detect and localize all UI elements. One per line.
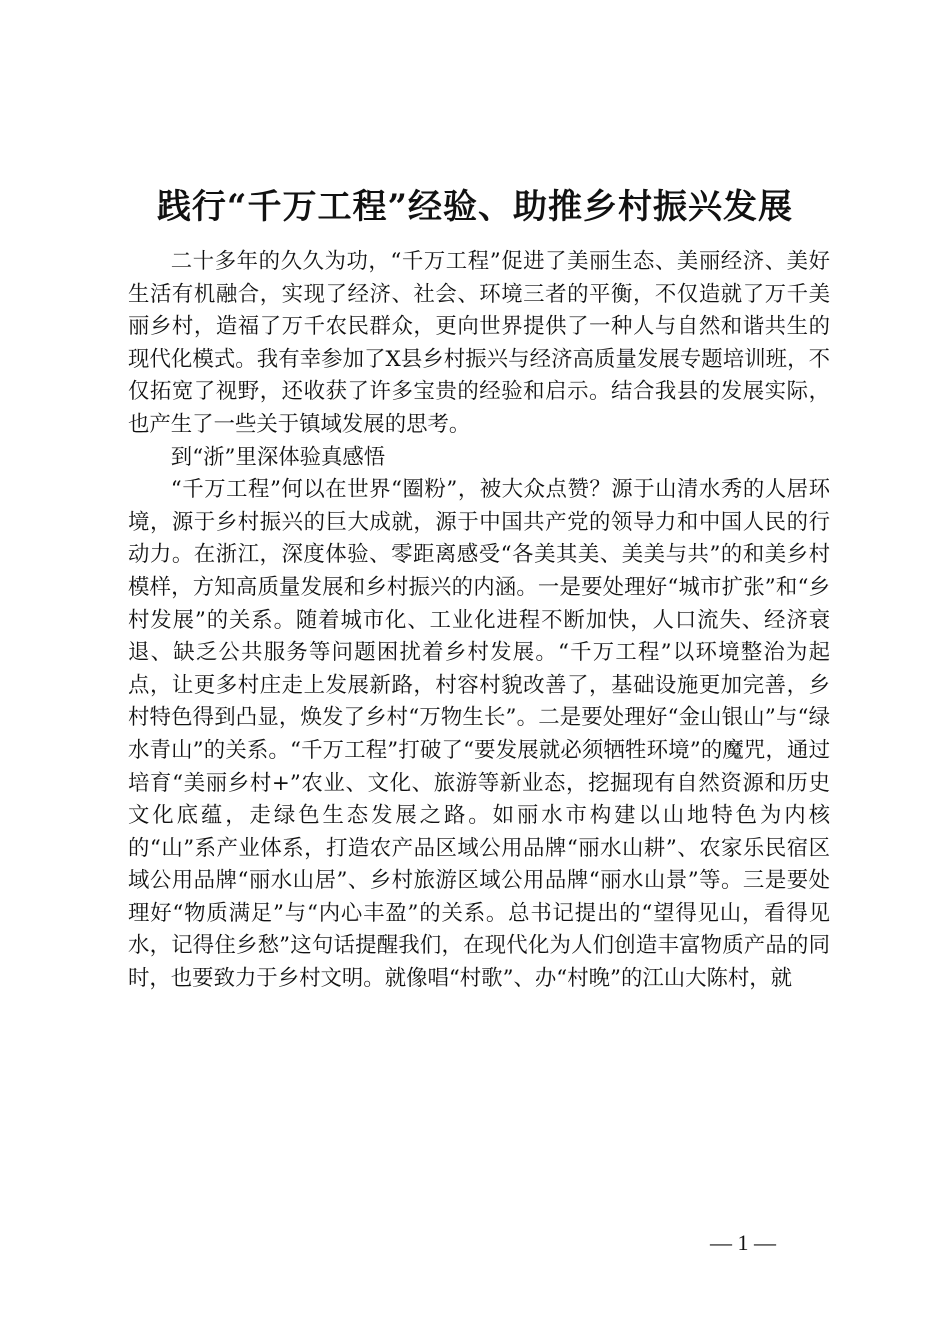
document-title: 践行“千万工程”经验、助推乡村振兴发展 bbox=[156, 187, 794, 227]
page-number: — 1 — bbox=[710, 1230, 776, 1255]
section-heading: 到“浙”里深体验真感悟 bbox=[170, 444, 386, 470]
paragraph-main: “千万工程”何以在世界“圈粉”，被大众点赞？源于山清水秀的人居环境，源于乡村振兴的巨大成就，源于中国共产党的领导力和中国人民的行动力。在浙江，深度体验、零距离感受“各美其美、美美与共”的和美乡村模样，方知高质量发展和乡村振兴的内涵。一是要处理好“城市扩张”和“乡村发展”的关系。随着城市化、工业化进程不断加快，人口流失、经济衰退、缺乏公共服务等问题困扰着乡村发展。“千万工程”以环境整治为起点，让更多村庄走上发展新路，村容村貌改善了，基础设施更加完善，乡村特色得到凸显，焕发了乡村“万物生长”。二是要处理好“金山银山”与“绿水青山”的关系。“千万工程”打破了“要发展就必须牺牲环境”的魔咒，通过培育“美丽乡村+”农业、文化、旅游等新业态，挖掘现有自然资源和历史文化底蕴，走绿色生态发展之路。如丽水市构建以山地特色为内核的“山”系产业体系，打造农产品区域公用品牌“丽水山耕”、农家乐民宿区域公用品牌“丽水山居”、乡村旅游区域公用品牌“丽水山景”等。三是要处理好“物质满足”与“内心丰盈”的关系。总书记提出的“望得见山，看得见水，记得住乡愁”这句话提醒我们，在现代化为人们创造丰富物质产品的同时，也要致力于乡村文明。就像唱“村歌”、办“村晚”的江山大陈村，就 bbox=[128, 477, 830, 992]
document-body bbox=[128, 246, 830, 996]
paragraph-intro: 二十多年的久久为功，“千万工程”促进了美丽生态、美丽经济、美好生活有机融合，实现了经济、社会、环境三者的平衡，不仅造就了万千美丽乡村，造福了万千农民群众，更向世界提供了一种人与自然和谐共生的现代化模式。我有幸参加了X县乡村振兴与经济高质量发展专题培训班，不仅拓宽了视野，还收获了许多宝贵的经验和启示。结合我县的发展实际，也产生了一些关于镇域发展的思考。 bbox=[128, 249, 830, 437]
page-footer bbox=[0, 1230, 950, 1256]
